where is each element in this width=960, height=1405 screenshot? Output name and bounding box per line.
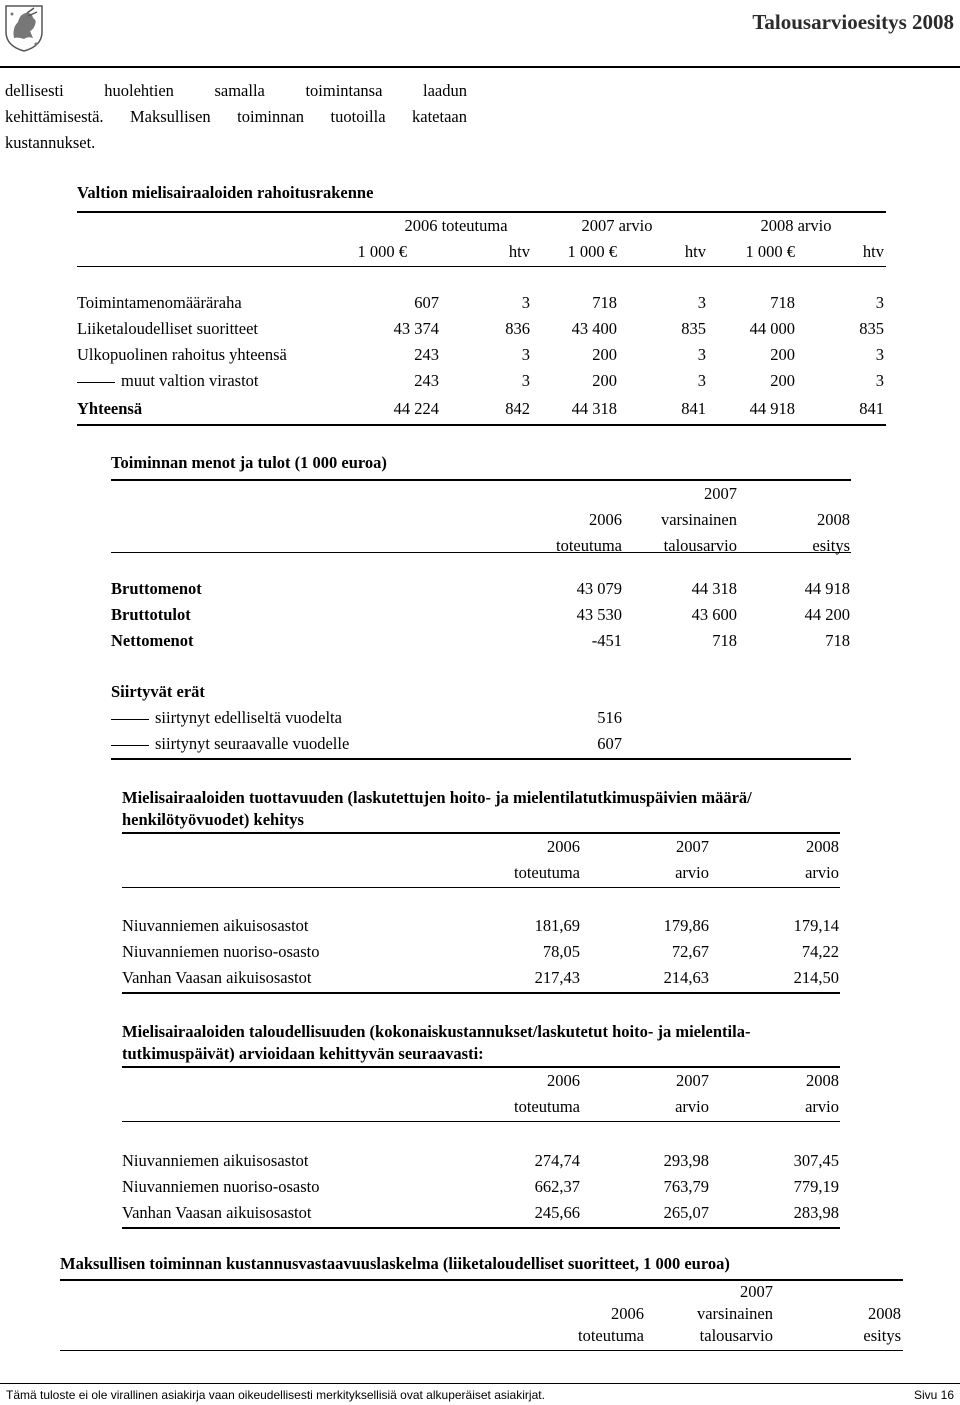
dash-marker (77, 382, 115, 383)
cell: 200 (592, 371, 617, 390)
col-sub: arvio (805, 863, 839, 882)
group-2006: 2006 toteutuma (404, 216, 508, 235)
table-row (0, 965, 960, 991)
intro-line: dellisesti huolehtien samalla toimintansa laadun (5, 81, 467, 100)
table2-header-rule (111, 552, 851, 553)
table-row (0, 342, 960, 368)
cell: 779,19 (793, 1177, 839, 1196)
cell: 3 (875, 293, 884, 312)
intro-line: kustannukset. (5, 133, 96, 152)
cell: 243 (414, 371, 439, 390)
subhead: htv (684, 242, 706, 261)
dash-marker (111, 745, 149, 746)
table-row (0, 576, 960, 602)
table3-sub-header (0, 860, 960, 886)
cell: 3 (875, 345, 884, 364)
row-label: Niuvanniemen aikuisosastot (122, 1151, 309, 1170)
row-label: Niuvanniemen aikuisosastot (122, 916, 309, 935)
cell: 835 (681, 319, 706, 338)
table3-header-rule (122, 887, 840, 888)
col-year: 2007 (676, 1071, 709, 1090)
table4-year-header (0, 1068, 960, 1094)
subhead: htv (508, 242, 530, 261)
table5-col-2008 (801, 1281, 901, 1347)
cell: 842 (505, 399, 530, 418)
table2-col-2006 (522, 481, 622, 559)
row-label: Nettomenot (111, 631, 194, 650)
cell: 78,05 (542, 942, 580, 961)
table5-col-2006 (544, 1281, 644, 1347)
intro-paragraph (5, 78, 467, 156)
cell: 43 079 (576, 579, 622, 598)
cell: 718 (592, 293, 617, 312)
row-label: Niuvanniemen nuoriso-osasto (122, 942, 320, 961)
cell: 44 318 (691, 579, 737, 598)
table2-col-2008 (750, 481, 850, 559)
col-sub: toteutuma (578, 1326, 644, 1345)
cell: 3 (697, 345, 706, 364)
cell: 44 000 (749, 319, 795, 338)
cell: 44 918 (749, 399, 795, 418)
table-row (0, 913, 960, 939)
row-label-text: muut valtion virastot (121, 371, 259, 390)
table2-bottom-rule (111, 758, 851, 760)
row-label (77, 368, 259, 394)
col-year: 2007 (704, 484, 737, 503)
cell: 214,50 (793, 968, 839, 987)
col-sub: esitys (812, 536, 850, 555)
table3-title (122, 787, 752, 831)
footer-rule (0, 1383, 960, 1384)
cell: 179,86 (663, 916, 709, 935)
cell: 841 (681, 399, 706, 418)
cell: 3 (521, 345, 530, 364)
col-year: 2008 (868, 1304, 901, 1323)
row-label: Ulkopuolinen rahoitus yhteensä (77, 345, 287, 364)
cell: 3 (521, 293, 530, 312)
col-sub: toteutuma (514, 863, 580, 882)
cell: 607 (414, 293, 439, 312)
cell: 265,07 (663, 1203, 709, 1222)
cell: 43 600 (691, 605, 737, 624)
row-label: Bruttotulot (111, 605, 191, 624)
table-row (0, 1200, 960, 1226)
col-year: 2006 (589, 510, 622, 529)
cell: 43 400 (571, 319, 617, 338)
table3-bottom-rule (122, 992, 840, 994)
cell: 836 (505, 319, 530, 338)
cell: 3 (697, 371, 706, 390)
table2-top-rule (111, 479, 851, 481)
table5-col-2007 (663, 1281, 773, 1347)
cell: 841 (859, 399, 884, 418)
table1-group-header (0, 213, 960, 239)
col-sub: arvio (675, 1097, 709, 1116)
cell: 607 (597, 734, 622, 753)
col-year: 2008 (806, 1071, 839, 1090)
cell: 74,22 (801, 942, 839, 961)
cell: 72,67 (671, 942, 709, 961)
table-row (0, 316, 960, 342)
cell: -451 (591, 631, 622, 650)
row-label: Siirtyvät erät (111, 682, 205, 701)
table4-sub-header (0, 1094, 960, 1120)
header-rule (0, 66, 960, 68)
cell: 43 530 (576, 605, 622, 624)
cell: 516 (597, 708, 622, 727)
cell: 3 (697, 293, 706, 312)
col-sub: talousarvio (663, 536, 737, 555)
row-label (111, 705, 342, 731)
cell: 243 (414, 345, 439, 364)
cell: 179,14 (793, 916, 839, 935)
cell: 200 (592, 345, 617, 364)
row-label: Bruttomenot (111, 579, 202, 598)
col-sub: esitys (863, 1326, 901, 1345)
row-label: Niuvanniemen nuoriso-osasto (122, 1177, 320, 1196)
table4-bottom-rule (122, 1227, 840, 1229)
col-year: 2007 (676, 837, 709, 856)
row-label-text: siirtynyt edelliseltä vuodelta (155, 708, 342, 727)
col-sub: varsinainen (660, 510, 737, 529)
col-year: 2006 (547, 1071, 580, 1090)
table1-subheader (0, 239, 960, 265)
cell: 662,37 (534, 1177, 580, 1196)
table2-title: Toiminnan menot ja tulot (1 000 euroa) (111, 453, 387, 472)
cell: 217,43 (534, 968, 580, 987)
cell: 43 374 (393, 319, 439, 338)
cell: 200 (770, 371, 795, 390)
table5-title: Maksullisen toiminnan kustannusvastaavuuslaskelma (liiketaloudelliset suoritteet, 1 000 euroa) (60, 1254, 730, 1273)
cell: 718 (770, 293, 795, 312)
title-line: henkilötyövuodet) kehitys (122, 810, 304, 829)
table4-title (122, 1021, 750, 1065)
subhead: 1 000 € (567, 242, 617, 261)
row-label: Liiketaloudelliset suoritteet (77, 319, 258, 338)
table3-year-header (0, 834, 960, 860)
table-row (0, 628, 960, 654)
row-label (111, 731, 349, 757)
cell: 835 (859, 319, 884, 338)
col-sub: toteutuma (556, 536, 622, 555)
col-sub: toteutuma (514, 1097, 580, 1116)
cell: 181,69 (534, 916, 580, 935)
table-total-row (0, 396, 960, 422)
table1-header-rule (77, 266, 886, 267)
title-line: Mielisairaaloiden taloudellisuuden (kokonaiskustannukset/laskutetut hoito- ja mielentila- (122, 1022, 751, 1041)
group-2008: 2008 arvio (760, 216, 832, 235)
cell: 274,74 (534, 1151, 580, 1170)
col-year: 2006 (611, 1304, 644, 1323)
cell: 44 918 (804, 579, 850, 598)
cell: 3 (875, 371, 884, 390)
cell: 293,98 (663, 1151, 709, 1170)
col-sub: varsinainen (696, 1304, 773, 1323)
table-row (0, 368, 960, 394)
cell: 44 318 (571, 399, 617, 418)
col-year: 2007 (740, 1282, 773, 1301)
page-footer (6, 1388, 954, 1402)
row-label: Vanhan Vaasan aikuisosastot (122, 968, 312, 987)
cell: 44 224 (393, 399, 439, 418)
title-line: tutkimuspäivät) arvioidaan kehittyvän seuraavasti: (122, 1044, 484, 1063)
cell: 44 200 (804, 605, 850, 624)
page-number: Sivu 16 (913, 1388, 954, 1402)
footer-disclaimer: Tämä tuloste ei ole virallinen asiakirja vaan oikeudellisesti merkityksellisiä ovat alkuperäiset asiakirjat. (6, 1388, 545, 1402)
col-sub: arvio (675, 863, 709, 882)
col-year: 2006 (547, 837, 580, 856)
cell: 718 (712, 631, 737, 650)
table1-bottom-rule (77, 424, 886, 426)
table-row (0, 290, 960, 316)
subhead: 1 000 € (745, 242, 795, 261)
table5-top-rule (60, 1279, 903, 1281)
table-row (0, 1148, 960, 1174)
row-label: Yhteensä (77, 399, 143, 418)
page-header-title: Talousarvioesitys 2008 (752, 10, 954, 34)
table-row (0, 731, 960, 757)
table5-header-rule (60, 1350, 903, 1351)
intro-line: kehittämisestä. Maksullisen toiminnan tuotoilla katetaan (5, 107, 467, 126)
title-line: Mielisairaaloiden tuottavuuden (laskutettujen hoito- ja mielentilatutkimuspäivien määrä/ (122, 788, 752, 807)
finnish-lion-coat-of-arms-icon (4, 4, 44, 52)
table2-col-2007 (627, 481, 737, 559)
subhead: 1 000 € (357, 242, 407, 261)
cell: 214,63 (663, 968, 709, 987)
table-row (0, 939, 960, 965)
table-row (0, 705, 960, 731)
table4-header-rule (122, 1121, 840, 1122)
table1-title: Valtion mielisairaaloiden rahoitusrakenne (77, 183, 374, 202)
cell: 283,98 (793, 1203, 839, 1222)
cell: 3 (521, 371, 530, 390)
cell: 307,45 (793, 1151, 839, 1170)
table-row (0, 602, 960, 628)
transfers-heading (0, 679, 960, 705)
col-year: 2008 (806, 837, 839, 856)
col-sub: arvio (805, 1097, 839, 1116)
row-label-text: siirtynyt seuraavalle vuodelle (155, 734, 350, 753)
col-year: 2008 (817, 510, 850, 529)
dash-marker (111, 719, 149, 720)
row-label: Toimintamenomääräraha (77, 293, 242, 312)
cell: 718 (825, 631, 850, 650)
row-label: Vanhan Vaasan aikuisosastot (122, 1203, 312, 1222)
subhead: htv (862, 242, 884, 261)
table-row (0, 1174, 960, 1200)
cell: 200 (770, 345, 795, 364)
cell: 763,79 (663, 1177, 709, 1196)
cell: 245,66 (534, 1203, 580, 1222)
group-2007: 2007 arvio (581, 216, 653, 235)
col-sub: talousarvio (699, 1326, 773, 1345)
